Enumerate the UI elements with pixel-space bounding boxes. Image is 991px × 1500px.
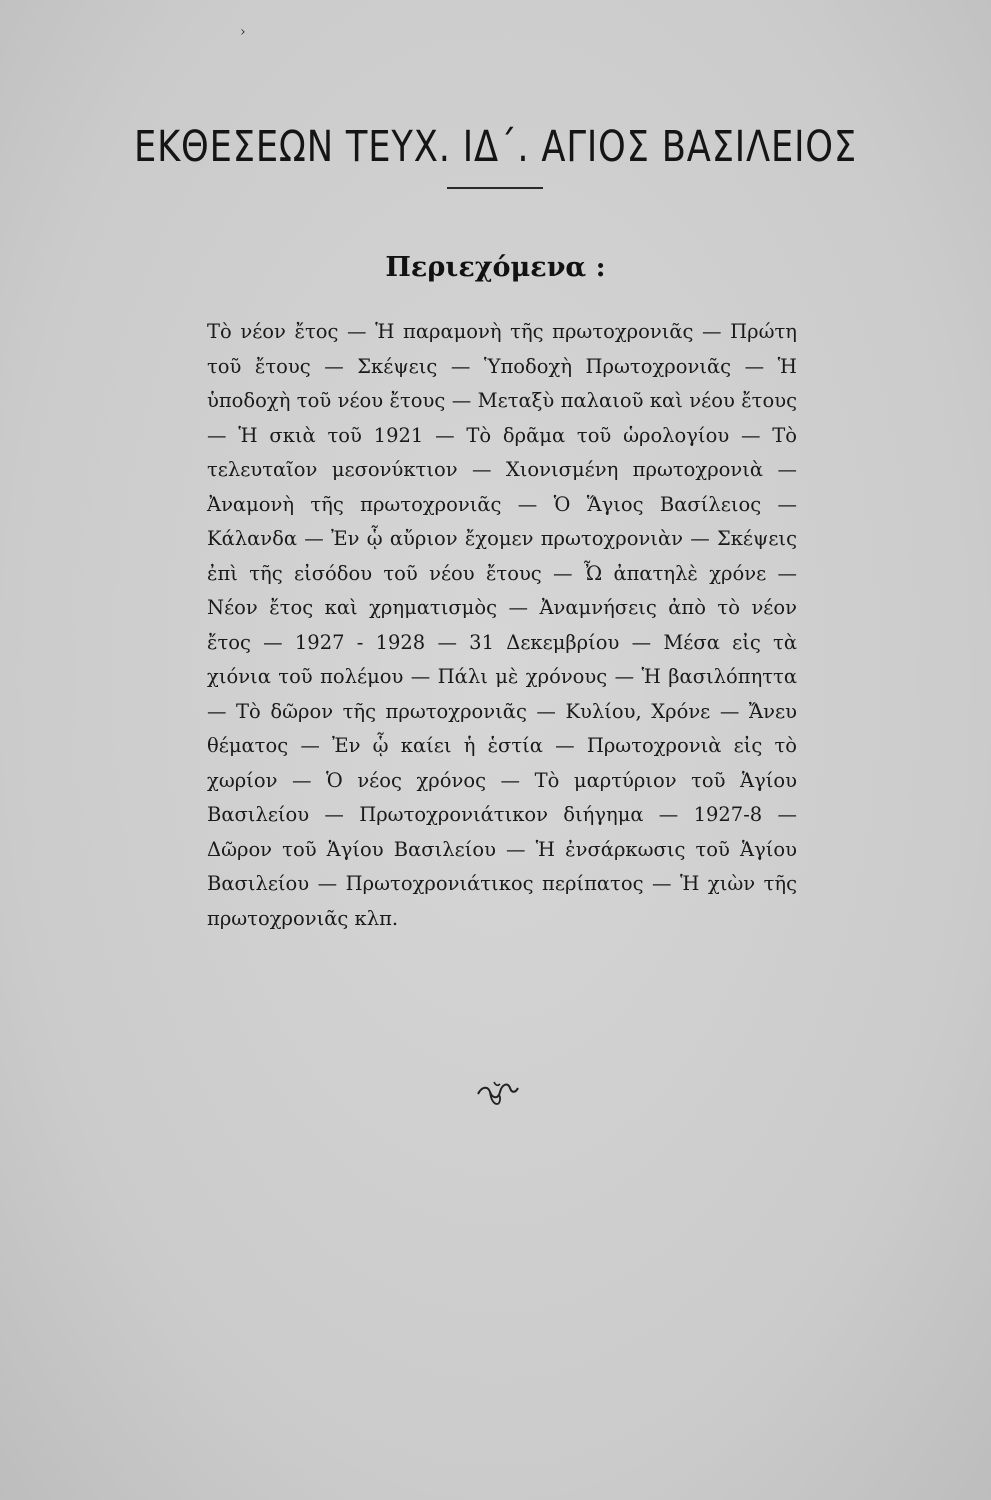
end-ornament-icon (474, 1076, 520, 1106)
corner-mark: › (240, 24, 246, 40)
title-divider (447, 187, 543, 189)
contents-heading: Περιεχόμενα : (385, 252, 606, 283)
contents-list: Τὸ νέον ἔτος — Ἡ παραμονὴ τῆς πρωτοχρονιᾶς — Πρώτη τοῦ ἔτους — Σκέψεις — Ὑποδοχὴ Πρωτοχρονιᾶς — Ἡ ὑποδοχὴ τοῦ νέου ἔτους — Μεταξὺ παλαιοῦ καὶ νέου ἔτους — Ἡ σκιὰ τοῦ 1921 — Τὸ δρᾶμα τοῦ ὡρολογίου — Τὸ τελευταῖον μεσονύκτιον — Χιονισμένη πρωτοχρονιὰ — Ἀναμονὴ τῆς πρωτοχρονιᾶς — Ὁ Ἅγιος Βασίλειος — Κάλανδα — Ἐν ᾧ αὔριον ἔχομεν πρωτοχρονιὰν — Σκέψεις ἐπὶ τῆς εἰσόδου τοῦ νέου ἔτους — Ὦ ἀπατηλὲ χρόνε — Νέον ἔτος καὶ χρηματισμὸς — Ἀναμνήσεις ἀπὸ τὸ νέον ἔτος — 1927 - 1928 — 31 Δεκεμβρίου — Μέσα εἰς τὰ χιόνια τοῦ πολέμου — Πάλι μὲ χρόνους — Ἡ βασιλόπηττα — Τὸ δῶρον τῆς πρωτοχρονιᾶς — Κυλίου, Χρόνε — Ἄνευ θέματος — Ἐν ᾧ καίει ἡ ἑστία — Πρωτοχρονιὰ εἰς τὸ χωρίον — Ὁ νέος χρόνος — Τὸ μαρτύριον τοῦ Ἁγίου Βασιλείου — Πρωτοχρονιάτικον διήγημα — 1927-8 — Δῶρον τοῦ Ἁγίου Βασιλείου — Ἡ ἐνσάρκωσις τοῦ Ἁγίου Βασιλείου — Πρωτοχρονιάτικος περίπατος — Ἡ χιὼν τῆς πρωτοχρονιᾶς κλπ. (207, 320, 797, 930)
page-title: ΕΚΘΕΣΕΩΝ ΤΕΥΧ. ΙΔ΄. ΑΓΙΟΣ ΒΑΣΙΛΕΙΟΣ (134, 122, 857, 172)
